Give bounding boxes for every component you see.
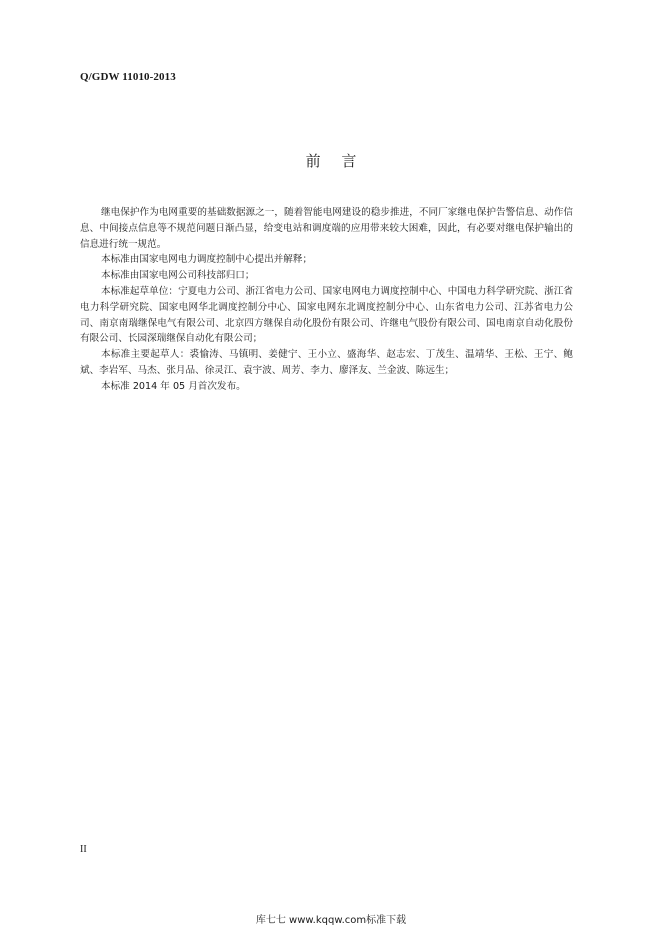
standard-code: Q/GDW 11010-2013 (80, 71, 176, 83)
preface-body (80, 205, 573, 395)
paragraph-drafting-units: 本标准起草单位：宁夏电力公司、浙江省电力公司、国家电网电力调度控制中心、中国电力科学研究院、浙江省电力科学研究院、国家电网华北调度控制分中心、国家电网东北调度控制分中心、山东省电力公司、江苏省电力公司、南京南瑞继保电气有限公司、北京四方继保自动化股份有限公司、许继电气股份有限公司、国电南京自动化股份有限公司、长园深瑞继保自动化有限公司； (80, 285, 573, 345)
paragraph-intro: 继电保护作为电网重要的基础数据源之一，随着智能电网建设的稳步推进，不同厂家继电保护告警信息、动作信息、中间接点信息等不规范问题日渐凸显，给变电站和调度端的应用带来较大困难，因此，有必要对继电保护输出的信息进行统一规范。 (80, 207, 573, 250)
paragraph-drafters: 本标准主要起草人：裘愉涛、马镇明、姜健宁、王小立、盛海华、赵志宏、丁茂生、温靖华、王松、王宁、鲍斌、李岩军、马杰、张月品、徐灵江、袁宇波、周芳、李力、廖泽友、兰金波、陈远生； (80, 349, 573, 376)
footer-watermark: 库七七 www.kqqw.com标准下载 (255, 915, 407, 926)
paragraph-release: 本标准 2014 年 05 月首次发布。 (101, 380, 246, 392)
page-number: II (80, 844, 87, 855)
page-title: 前 言 (305, 152, 365, 170)
paragraph-centralized-by: 本标准由国家电网公司科技部归口； (101, 270, 255, 282)
paragraph-proposer: 本标准由国家电网电力调度控制中心提出并解释； (101, 254, 313, 266)
